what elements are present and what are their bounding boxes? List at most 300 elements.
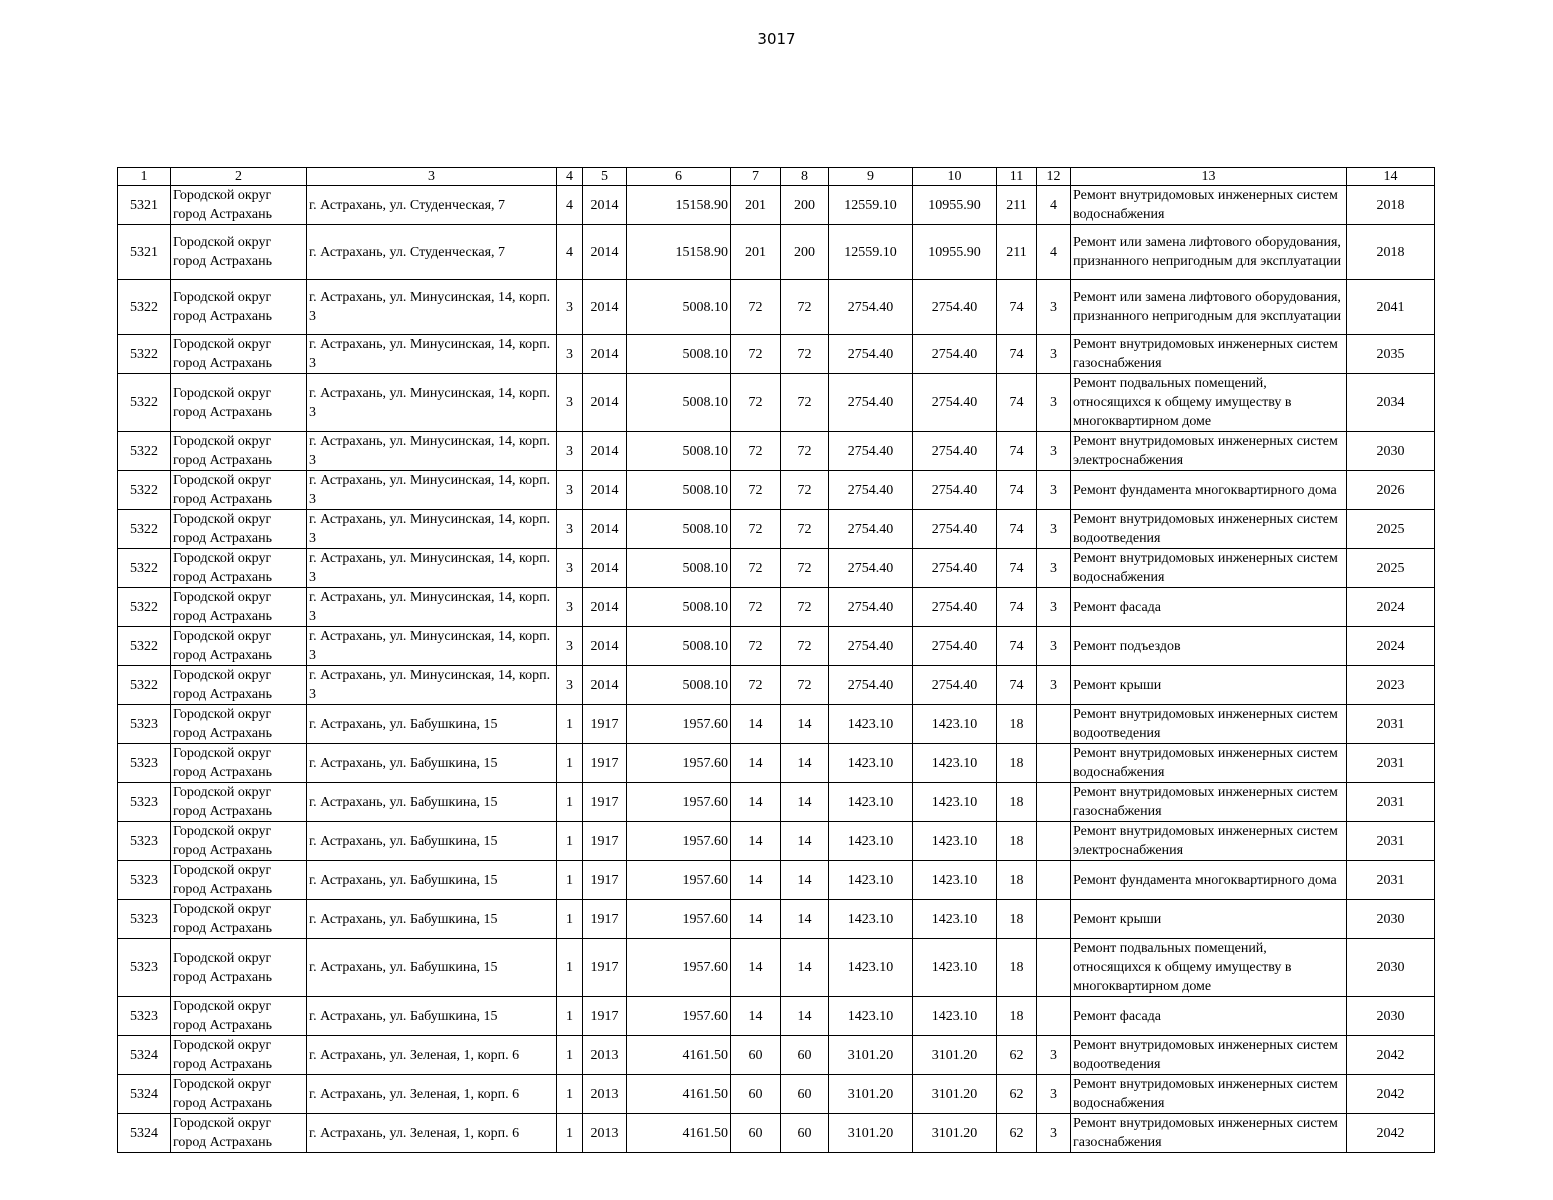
cell-col-12: 3: [1037, 510, 1071, 549]
cell-col-8: 14: [781, 861, 829, 900]
cell-municipality: Городской округ город Астрахань: [171, 1114, 307, 1153]
cell-col-10: 2754.40: [913, 510, 997, 549]
cell-row-id: 5322: [118, 280, 171, 335]
cell-col-11: 62: [997, 1075, 1037, 1114]
cell-total-area: 4161.50: [627, 1036, 731, 1075]
cell-planned-year: 2030: [1347, 939, 1435, 997]
cell-work-type: Ремонт фундамента многоквартирного дома: [1071, 861, 1347, 900]
cell-address: г. Астрахань, ул. Бабушкина, 15: [307, 705, 557, 744]
cell-col-11: 18: [997, 939, 1037, 997]
cell-col-10: 1423.10: [913, 997, 997, 1036]
cell-work-type: Ремонт подвальных помещений, относящихся к общему имуществу в многоквартирном доме: [1071, 374, 1347, 432]
cell-planned-year: 2025: [1347, 510, 1435, 549]
cell-work-type: Ремонт внутридомовых инженерных систем водоснабжения: [1071, 186, 1347, 225]
cell-col-9: 2754.40: [829, 280, 913, 335]
cell-municipality: Городской округ город Астрахань: [171, 588, 307, 627]
cell-col-10: 1423.10: [913, 939, 997, 997]
header-row: [118, 168, 1435, 186]
cell-planned-year: 2034: [1347, 374, 1435, 432]
cell-col-7: 72: [731, 549, 781, 588]
cell-address: г. Астрахань, ул. Зеленая, 1, корп. 6: [307, 1036, 557, 1075]
table-row: [118, 588, 1435, 627]
cell-col-10: 2754.40: [913, 588, 997, 627]
cell-col-8: 200: [781, 186, 829, 225]
cell-col-10: 2754.40: [913, 666, 997, 705]
cell-year-built: 2014: [583, 186, 627, 225]
cell-col-9: 2754.40: [829, 471, 913, 510]
column-header: 7: [731, 168, 781, 186]
cell-col-7: 14: [731, 997, 781, 1036]
cell-col-9: 2754.40: [829, 627, 913, 666]
cell-row-id: 5322: [118, 627, 171, 666]
cell-col-12: 3: [1037, 549, 1071, 588]
cell-floors: 1: [557, 783, 583, 822]
cell-col-8: 72: [781, 374, 829, 432]
table-row: [118, 861, 1435, 900]
cell-col-9: 1423.10: [829, 939, 913, 997]
cell-year-built: 2014: [583, 471, 627, 510]
cell-year-built: 2014: [583, 432, 627, 471]
cell-work-type: Ремонт крыши: [1071, 666, 1347, 705]
cell-floors: 3: [557, 471, 583, 510]
cell-row-id: 5324: [118, 1114, 171, 1153]
cell-row-id: 5321: [118, 186, 171, 225]
column-header: 13: [1071, 168, 1347, 186]
table-row: [118, 280, 1435, 335]
cell-col-11: 18: [997, 783, 1037, 822]
cell-municipality: Городской округ город Астрахань: [171, 997, 307, 1036]
cell-municipality: Городской округ город Астрахань: [171, 374, 307, 432]
cell-row-id: 5323: [118, 997, 171, 1036]
column-header: 14: [1347, 168, 1435, 186]
cell-col-8: 72: [781, 549, 829, 588]
cell-work-type: Ремонт внутридомовых инженерных систем газоснабжения: [1071, 783, 1347, 822]
table-row: [118, 822, 1435, 861]
cell-col-10: 2754.40: [913, 432, 997, 471]
cell-municipality: Городской округ город Астрахань: [171, 744, 307, 783]
cell-total-area: 5008.10: [627, 510, 731, 549]
column-header: 11: [997, 168, 1037, 186]
cell-address: г. Астрахань, ул. Студенческая, 7: [307, 186, 557, 225]
cell-col-11: 74: [997, 335, 1037, 374]
cell-floors: 3: [557, 280, 583, 335]
cell-col-8: 72: [781, 471, 829, 510]
cell-col-12: 3: [1037, 1036, 1071, 1075]
cell-col-11: 18: [997, 822, 1037, 861]
cell-year-built: 2014: [583, 335, 627, 374]
cell-work-type: Ремонт крыши: [1071, 900, 1347, 939]
cell-total-area: 5008.10: [627, 432, 731, 471]
cell-col-12: [1037, 997, 1071, 1036]
cell-col-8: 72: [781, 280, 829, 335]
cell-row-id: 5322: [118, 510, 171, 549]
cell-planned-year: 2018: [1347, 186, 1435, 225]
table-row: [118, 186, 1435, 225]
cell-planned-year: 2023: [1347, 666, 1435, 705]
cell-planned-year: 2035: [1347, 335, 1435, 374]
cell-col-8: 60: [781, 1036, 829, 1075]
cell-col-8: 60: [781, 1075, 829, 1114]
cell-floors: 1: [557, 822, 583, 861]
cell-col-10: 1423.10: [913, 900, 997, 939]
cell-floors: 3: [557, 335, 583, 374]
cell-municipality: Городской округ город Астрахань: [171, 280, 307, 335]
cell-planned-year: 2031: [1347, 705, 1435, 744]
cell-address: г. Астрахань, ул. Бабушкина, 15: [307, 744, 557, 783]
cell-municipality: Городской округ город Астрахань: [171, 1075, 307, 1114]
table-row: [118, 549, 1435, 588]
cell-municipality: Городской округ город Астрахань: [171, 939, 307, 997]
cell-col-11: 211: [997, 186, 1037, 225]
cell-planned-year: 2024: [1347, 588, 1435, 627]
cell-col-10: 2754.40: [913, 627, 997, 666]
cell-col-7: 14: [731, 705, 781, 744]
cell-work-type: Ремонт внутридомовых инженерных систем водоснабжения: [1071, 744, 1347, 783]
cell-year-built: 1917: [583, 939, 627, 997]
cell-floors: 3: [557, 510, 583, 549]
housing-repair-table: [117, 167, 1435, 1153]
column-header: 6: [627, 168, 731, 186]
cell-col-10: 1423.10: [913, 783, 997, 822]
cell-year-built: 2013: [583, 1036, 627, 1075]
cell-total-area: 5008.10: [627, 335, 731, 374]
cell-col-12: [1037, 861, 1071, 900]
cell-row-id: 5324: [118, 1036, 171, 1075]
cell-address: г. Астрахань, ул. Минусинская, 14, корп. 3: [307, 280, 557, 335]
cell-address: г. Астрахань, ул. Минусинская, 14, корп. 3: [307, 549, 557, 588]
cell-planned-year: 2031: [1347, 822, 1435, 861]
cell-year-built: 2014: [583, 588, 627, 627]
cell-col-11: 74: [997, 471, 1037, 510]
cell-col-10: 2754.40: [913, 374, 997, 432]
cell-col-7: 14: [731, 744, 781, 783]
cell-address: г. Астрахань, ул. Бабушкина, 15: [307, 939, 557, 997]
column-header: 8: [781, 168, 829, 186]
cell-col-11: 62: [997, 1036, 1037, 1075]
cell-floors: 3: [557, 627, 583, 666]
cell-total-area: 5008.10: [627, 666, 731, 705]
cell-col-12: 4: [1037, 186, 1071, 225]
cell-floors: 3: [557, 374, 583, 432]
cell-col-9: 2754.40: [829, 588, 913, 627]
cell-col-11: 18: [997, 861, 1037, 900]
cell-col-10: 2754.40: [913, 335, 997, 374]
table-row: [118, 939, 1435, 997]
cell-planned-year: 2030: [1347, 432, 1435, 471]
cell-col-10: 3101.20: [913, 1075, 997, 1114]
cell-municipality: Городской округ город Астрахань: [171, 666, 307, 705]
cell-col-12: [1037, 900, 1071, 939]
table-row: [118, 225, 1435, 280]
cell-col-9: 3101.20: [829, 1075, 913, 1114]
cell-col-11: 211: [997, 225, 1037, 280]
cell-row-id: 5322: [118, 666, 171, 705]
table-row: [118, 900, 1435, 939]
cell-col-12: [1037, 939, 1071, 997]
cell-col-8: 14: [781, 783, 829, 822]
cell-col-12: [1037, 783, 1071, 822]
cell-col-12: 4: [1037, 225, 1071, 280]
cell-year-built: 2013: [583, 1114, 627, 1153]
cell-total-area: 15158.90: [627, 186, 731, 225]
cell-col-9: 2754.40: [829, 549, 913, 588]
cell-planned-year: 2031: [1347, 783, 1435, 822]
cell-municipality: Городской округ город Астрахань: [171, 627, 307, 666]
cell-total-area: 5008.10: [627, 549, 731, 588]
cell-col-7: 72: [731, 280, 781, 335]
cell-total-area: 5008.10: [627, 588, 731, 627]
cell-year-built: 1917: [583, 900, 627, 939]
cell-floors: 4: [557, 186, 583, 225]
table-row: [118, 1114, 1435, 1153]
cell-total-area: 4161.50: [627, 1114, 731, 1153]
cell-col-12: 3: [1037, 627, 1071, 666]
cell-col-10: 2754.40: [913, 280, 997, 335]
cell-year-built: 2014: [583, 666, 627, 705]
cell-year-built: 1917: [583, 822, 627, 861]
cell-col-8: 14: [781, 744, 829, 783]
cell-row-id: 5322: [118, 335, 171, 374]
cell-col-11: 74: [997, 666, 1037, 705]
cell-col-12: 3: [1037, 666, 1071, 705]
cell-planned-year: 2030: [1347, 900, 1435, 939]
cell-total-area: 1957.60: [627, 783, 731, 822]
cell-floors: 1: [557, 861, 583, 900]
column-header: 2: [171, 168, 307, 186]
cell-year-built: 2014: [583, 225, 627, 280]
table-row: [118, 374, 1435, 432]
cell-total-area: 1957.60: [627, 822, 731, 861]
cell-planned-year: 2041: [1347, 280, 1435, 335]
cell-col-11: 62: [997, 1114, 1037, 1153]
cell-year-built: 2014: [583, 510, 627, 549]
cell-municipality: Городской округ город Астрахань: [171, 822, 307, 861]
cell-row-id: 5321: [118, 225, 171, 280]
table-body: [118, 186, 1435, 1153]
cell-col-9: 1423.10: [829, 900, 913, 939]
cell-row-id: 5323: [118, 783, 171, 822]
cell-col-10: 2754.40: [913, 471, 997, 510]
cell-floors: 1: [557, 1075, 583, 1114]
cell-address: г. Астрахань, ул. Минусинская, 14, корп. 3: [307, 666, 557, 705]
cell-col-9: 2754.40: [829, 666, 913, 705]
page-number: 3017: [757, 30, 796, 48]
cell-floors: 1: [557, 939, 583, 997]
cell-col-12: 3: [1037, 280, 1071, 335]
cell-col-9: 1423.10: [829, 822, 913, 861]
table-row: [118, 335, 1435, 374]
cell-col-10: 1423.10: [913, 744, 997, 783]
cell-work-type: Ремонт или замена лифтового оборудования, признанного непригодным для эксплуатации: [1071, 225, 1347, 280]
cell-col-9: 1423.10: [829, 744, 913, 783]
cell-row-id: 5322: [118, 432, 171, 471]
cell-planned-year: 2030: [1347, 997, 1435, 1036]
cell-col-12: [1037, 822, 1071, 861]
cell-col-11: 74: [997, 374, 1037, 432]
cell-col-11: 74: [997, 510, 1037, 549]
cell-col-12: 3: [1037, 588, 1071, 627]
cell-col-8: 14: [781, 822, 829, 861]
cell-col-9: 1423.10: [829, 705, 913, 744]
cell-row-id: 5322: [118, 588, 171, 627]
cell-col-8: 200: [781, 225, 829, 280]
cell-floors: 1: [557, 1036, 583, 1075]
cell-col-11: 18: [997, 997, 1037, 1036]
cell-col-7: 14: [731, 783, 781, 822]
cell-col-7: 72: [731, 510, 781, 549]
cell-col-12: 3: [1037, 1075, 1071, 1114]
cell-col-8: 14: [781, 705, 829, 744]
cell-col-11: 18: [997, 744, 1037, 783]
cell-year-built: 2014: [583, 549, 627, 588]
cell-col-11: 74: [997, 549, 1037, 588]
cell-col-9: 12559.10: [829, 186, 913, 225]
cell-col-9: 1423.10: [829, 783, 913, 822]
column-header: 1: [118, 168, 171, 186]
cell-year-built: 2013: [583, 1075, 627, 1114]
cell-col-10: 10955.90: [913, 225, 997, 280]
cell-col-7: 60: [731, 1036, 781, 1075]
cell-floors: 3: [557, 432, 583, 471]
cell-col-7: 72: [731, 432, 781, 471]
cell-planned-year: 2018: [1347, 225, 1435, 280]
table-row: [118, 997, 1435, 1036]
cell-address: г. Астрахань, ул. Минусинская, 14, корп. 3: [307, 335, 557, 374]
cell-work-type: Ремонт внутридомовых инженерных систем водоотведения: [1071, 705, 1347, 744]
cell-work-type: Ремонт внутридомовых инженерных систем электроснабжения: [1071, 822, 1347, 861]
cell-floors: 3: [557, 588, 583, 627]
cell-col-9: 1423.10: [829, 861, 913, 900]
cell-planned-year: 2042: [1347, 1036, 1435, 1075]
cell-work-type: Ремонт фундамента многоквартирного дома: [1071, 471, 1347, 510]
cell-col-10: 1423.10: [913, 822, 997, 861]
cell-col-10: 2754.40: [913, 549, 997, 588]
cell-work-type: Ремонт или замена лифтового оборудования, признанного непригодным для эксплуатации: [1071, 280, 1347, 335]
table-row: [118, 783, 1435, 822]
cell-floors: 1: [557, 900, 583, 939]
cell-col-8: 14: [781, 939, 829, 997]
cell-floors: 3: [557, 549, 583, 588]
cell-planned-year: 2024: [1347, 627, 1435, 666]
table-row: [118, 705, 1435, 744]
cell-row-id: 5324: [118, 1075, 171, 1114]
cell-address: г. Астрахань, ул. Бабушкина, 15: [307, 997, 557, 1036]
cell-municipality: Городской округ город Астрахань: [171, 783, 307, 822]
cell-col-7: 72: [731, 471, 781, 510]
cell-col-7: 72: [731, 588, 781, 627]
table-row: [118, 510, 1435, 549]
cell-col-11: 74: [997, 432, 1037, 471]
cell-row-id: 5322: [118, 549, 171, 588]
cell-total-area: 15158.90: [627, 225, 731, 280]
cell-work-type: Ремонт внутридомовых инженерных систем водоснабжения: [1071, 1075, 1347, 1114]
cell-col-10: 3101.20: [913, 1036, 997, 1075]
cell-address: г. Астрахань, ул. Минусинская, 14, корп. 3: [307, 627, 557, 666]
cell-col-9: 1423.10: [829, 997, 913, 1036]
cell-address: г. Астрахань, ул. Бабушкина, 15: [307, 900, 557, 939]
cell-floors: 1: [557, 705, 583, 744]
cell-col-9: 2754.40: [829, 335, 913, 374]
cell-col-7: 60: [731, 1114, 781, 1153]
cell-row-id: 5322: [118, 471, 171, 510]
cell-row-id: 5323: [118, 744, 171, 783]
cell-floors: 1: [557, 1114, 583, 1153]
cell-col-7: 14: [731, 861, 781, 900]
column-header: 12: [1037, 168, 1071, 186]
column-header: 3: [307, 168, 557, 186]
cell-total-area: 1957.60: [627, 861, 731, 900]
cell-col-9: 3101.20: [829, 1036, 913, 1075]
table-row: [118, 744, 1435, 783]
table-row: [118, 471, 1435, 510]
cell-total-area: 1957.60: [627, 997, 731, 1036]
cell-col-11: 74: [997, 280, 1037, 335]
column-header: 10: [913, 168, 997, 186]
cell-col-9: 2754.40: [829, 432, 913, 471]
cell-address: г. Астрахань, ул. Бабушкина, 15: [307, 783, 557, 822]
cell-work-type: Ремонт внутридомовых инженерных систем газоснабжения: [1071, 1114, 1347, 1153]
cell-total-area: 1957.60: [627, 705, 731, 744]
cell-col-10: 10955.90: [913, 186, 997, 225]
cell-work-type: Ремонт фасада: [1071, 997, 1347, 1036]
cell-work-type: Ремонт внутридомовых инженерных систем электроснабжения: [1071, 432, 1347, 471]
cell-col-7: 72: [731, 374, 781, 432]
table-row: [118, 1036, 1435, 1075]
cell-year-built: 1917: [583, 997, 627, 1036]
cell-municipality: Городской округ город Астрахань: [171, 471, 307, 510]
cell-floors: 1: [557, 744, 583, 783]
cell-municipality: Городской округ город Астрахань: [171, 186, 307, 225]
cell-municipality: Городской округ город Астрахань: [171, 225, 307, 280]
cell-col-11: 74: [997, 588, 1037, 627]
cell-col-9: 2754.40: [829, 510, 913, 549]
cell-address: г. Астрахань, ул. Минусинская, 14, корп. 3: [307, 471, 557, 510]
cell-col-11: 18: [997, 900, 1037, 939]
cell-col-12: [1037, 705, 1071, 744]
cell-address: г. Астрахань, ул. Бабушкина, 15: [307, 861, 557, 900]
cell-col-12: 3: [1037, 335, 1071, 374]
cell-floors: 3: [557, 666, 583, 705]
cell-row-id: 5323: [118, 939, 171, 997]
cell-col-11: 74: [997, 627, 1037, 666]
cell-municipality: Городской округ город Астрахань: [171, 861, 307, 900]
cell-col-12: 3: [1037, 471, 1071, 510]
cell-total-area: 4161.50: [627, 1075, 731, 1114]
cell-col-8: 72: [781, 588, 829, 627]
cell-municipality: Городской округ город Астрахань: [171, 432, 307, 471]
table-row: [118, 432, 1435, 471]
table-row: [118, 627, 1435, 666]
cell-col-7: 201: [731, 225, 781, 280]
cell-year-built: 2014: [583, 280, 627, 335]
cell-col-7: 72: [731, 335, 781, 374]
cell-planned-year: 2042: [1347, 1075, 1435, 1114]
cell-year-built: 1917: [583, 783, 627, 822]
cell-col-8: 72: [781, 510, 829, 549]
cell-total-area: 1957.60: [627, 744, 731, 783]
cell-row-id: 5323: [118, 861, 171, 900]
cell-municipality: Городской округ город Астрахань: [171, 705, 307, 744]
cell-planned-year: 2031: [1347, 861, 1435, 900]
cell-col-9: 12559.10: [829, 225, 913, 280]
cell-col-11: 18: [997, 705, 1037, 744]
cell-col-7: 60: [731, 1075, 781, 1114]
cell-planned-year: 2031: [1347, 744, 1435, 783]
column-header: 5: [583, 168, 627, 186]
cell-col-9: 3101.20: [829, 1114, 913, 1153]
cell-work-type: Ремонт внутридомовых инженерных систем водоотведения: [1071, 1036, 1347, 1075]
cell-work-type: Ремонт подвальных помещений, относящихся к общему имуществу в многоквартирном доме: [1071, 939, 1347, 997]
